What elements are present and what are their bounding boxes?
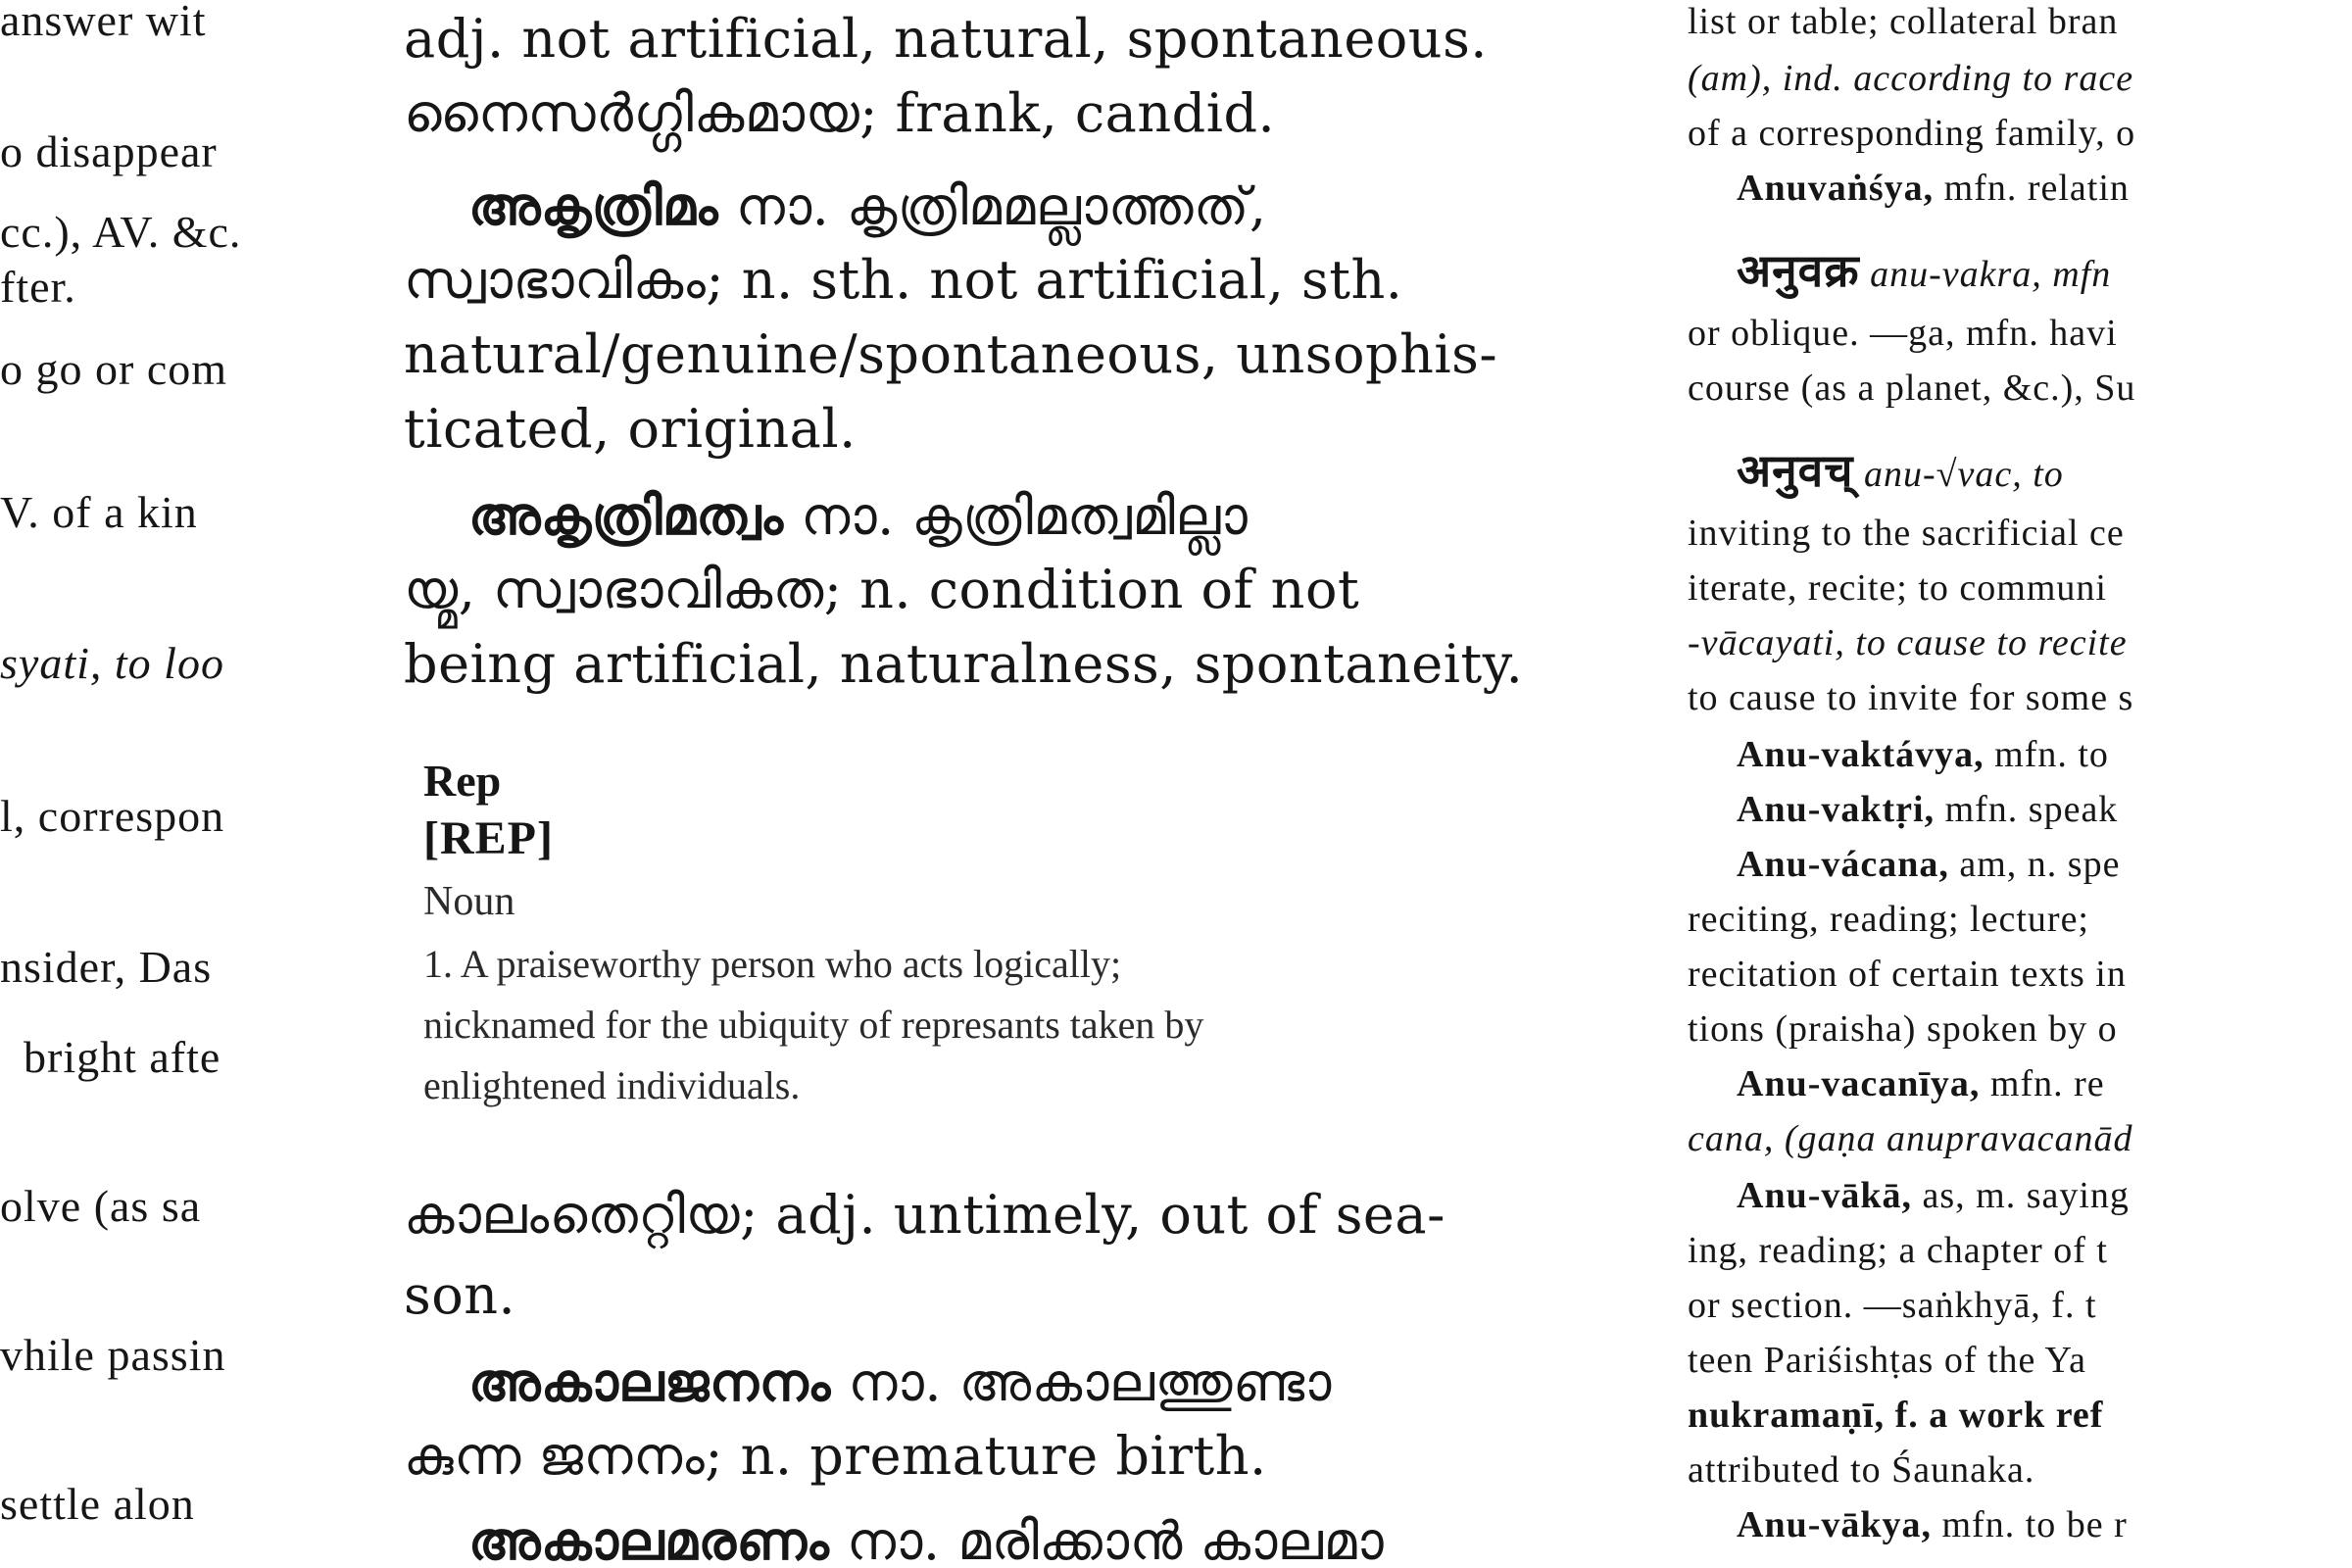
entry-headword-line	[468, 1509, 1384, 1568]
right-line: to cause to invite for some s	[1688, 677, 2134, 718]
right-line: cana, (gaṇa anupravacanād	[1688, 1118, 2133, 1159]
entry-line: നൈസർഗ്ഗികമായ; frank, candid.	[404, 82, 1276, 144]
entry-line: ticated, original.	[404, 398, 857, 460]
right-headword-line: Anu-vaktṛi, mfn. speak	[1737, 789, 2119, 830]
entry-text: നാ. മരിക്കാൻ കാലമാ	[829, 1510, 1385, 1568]
right-page-column	[1666, 0, 2352, 1568]
headword: Anuvaṅśya,	[1737, 168, 1935, 209]
entry-line: natural/genuine/spontaneous, unsophis-	[404, 323, 1498, 385]
entry-text: നാ. അകാലത്തുണ്ടാ	[830, 1351, 1332, 1413]
left-line: syati, to loo	[0, 638, 224, 688]
entry-headword-line	[468, 174, 1267, 238]
right-line: attributed to Śaunaka.	[1688, 1449, 2035, 1491]
headword: അകൃത്രിമം	[468, 174, 719, 237]
left-line: o go or com	[0, 344, 228, 394]
right-line: or oblique. —ga, mfn. havi	[1688, 313, 2118, 354]
right-line: list or table; collateral bran	[1688, 1, 2119, 42]
left-line: vhile passin	[0, 1330, 226, 1380]
entry-line: കുന്ന ജനനം; n. premature birth.	[404, 1425, 1267, 1487]
entry-line: son.	[404, 1264, 516, 1326]
left-page-column	[0, 0, 338, 1568]
rep-entry-pos: Noun	[423, 879, 515, 924]
entry-line: സ്വാഭാവികം; n. sth. not artificial, sth.	[404, 249, 1403, 311]
right-headword-line: Anu-vākā, as, m. saying	[1737, 1175, 2130, 1216]
right-headword-line: Anu-vacanīya, mfn. re	[1737, 1063, 2105, 1104]
entry-text: adj. not artificial, natural, spontaneous.	[404, 8, 1488, 70]
right-headword-line: Anu-vácana, am, n. spe	[1737, 844, 2121, 885]
entry-line	[404, 8, 1488, 70]
rep-entry-definition: nicknamed for the ubiquity of represants taken by	[423, 1003, 1204, 1047]
right-line: tions (praisha) spoken by o	[1688, 1008, 2118, 1050]
headword: Anu-vākya,	[1737, 1504, 1932, 1545]
left-line: fter.	[0, 262, 76, 312]
right-line: of a corresponding family, o	[1688, 113, 2136, 154]
entry-text: നാ. കൃത്രിമമല്ലാത്തത്,	[718, 175, 1267, 237]
left-line: nsider, Das	[0, 942, 213, 992]
headword: Anu-vaktávya,	[1737, 734, 1984, 775]
headword: അകാലമരണം	[468, 1509, 830, 1568]
right-line: iterate, recite; to communi	[1688, 567, 2107, 609]
right-line: course (as a planet, &c.), Su	[1688, 368, 2136, 409]
rep-entry-definition: enlightened individuals.	[423, 1063, 801, 1107]
right-line: or section. —saṅkhyā, f. t	[1688, 1285, 2097, 1326]
headword: Anu-vácana,	[1737, 844, 1949, 885]
rep-entry-title: Rep	[423, 756, 502, 806]
left-line: answer wit	[0, 0, 207, 45]
headword: Anu-vacanīya,	[1737, 1063, 1981, 1104]
entry-line: being artificial, naturalness, spontaneity.	[404, 633, 1524, 695]
devanagari-headword: अनुवक्र	[1737, 244, 1860, 297]
right-headword-line: Anu-vākya, mfn. to be r	[1737, 1504, 2128, 1545]
right-line: -vācayati, to cause to recite	[1688, 622, 2128, 663]
right-headword-line: अनुवक्र anu-vakra, mfn	[1737, 244, 2112, 297]
left-line: olve (as sa	[0, 1181, 202, 1231]
right-headword-line: Anu-vaktávya, mfn. to	[1737, 734, 2109, 775]
right-line: reciting, reading; lecture;	[1688, 899, 2089, 940]
left-line: settle alon	[0, 1479, 195, 1529]
headword: അകൃത്രിമത്വം	[468, 484, 784, 547]
right-headword-line: Anuvaṅśya, mfn. relatin	[1737, 168, 2130, 209]
rep-entry-code: [REP]	[423, 812, 554, 864]
left-line: o disappear	[0, 126, 218, 176]
right-headword-line: अनुवच् anu-√vac, to	[1737, 444, 2064, 497]
right-line: recitation of certain texts in	[1688, 954, 2127, 995]
right-line: ing, reading; a chapter of t	[1688, 1230, 2108, 1271]
left-line: cc.), AV. &c.	[0, 207, 242, 257]
left-line: bright afte	[24, 1032, 221, 1082]
left-line: V. of a kin	[0, 487, 198, 537]
entry-headword-line	[468, 1350, 1332, 1414]
rep-entry-definition: 1. A praiseworthy person who acts logically;	[423, 942, 1122, 986]
headword: Anu-vākā,	[1737, 1175, 1912, 1216]
center-dictionary-column	[353, 0, 1617, 1568]
headword: Anu-vaktṛi,	[1737, 789, 1936, 830]
entry-line: കാലംതെറ്റിയ; adj. untimely, out of sea-	[404, 1184, 1446, 1246]
entry-headword-line	[468, 484, 1248, 548]
right-line: inviting to the sacrificial ce	[1688, 513, 2125, 554]
headword: അകാലജനനം	[468, 1350, 831, 1413]
devanagari-headword: अनुवच्	[1737, 444, 1854, 497]
right-line: (am), ind. according to race	[1688, 58, 2134, 99]
entry-line: യ്മ, സ്വാഭാവികത; n. condition of not	[404, 559, 1360, 620]
right-line: teen Pariśishṭas of the Ya	[1688, 1340, 2087, 1381]
right-line: nukramaṇī, f. a work ref	[1688, 1395, 2104, 1436]
entry-text: നാ. കൃത്രിമത്വമില്ലാ	[783, 485, 1249, 547]
left-line: l, correspon	[0, 791, 225, 841]
